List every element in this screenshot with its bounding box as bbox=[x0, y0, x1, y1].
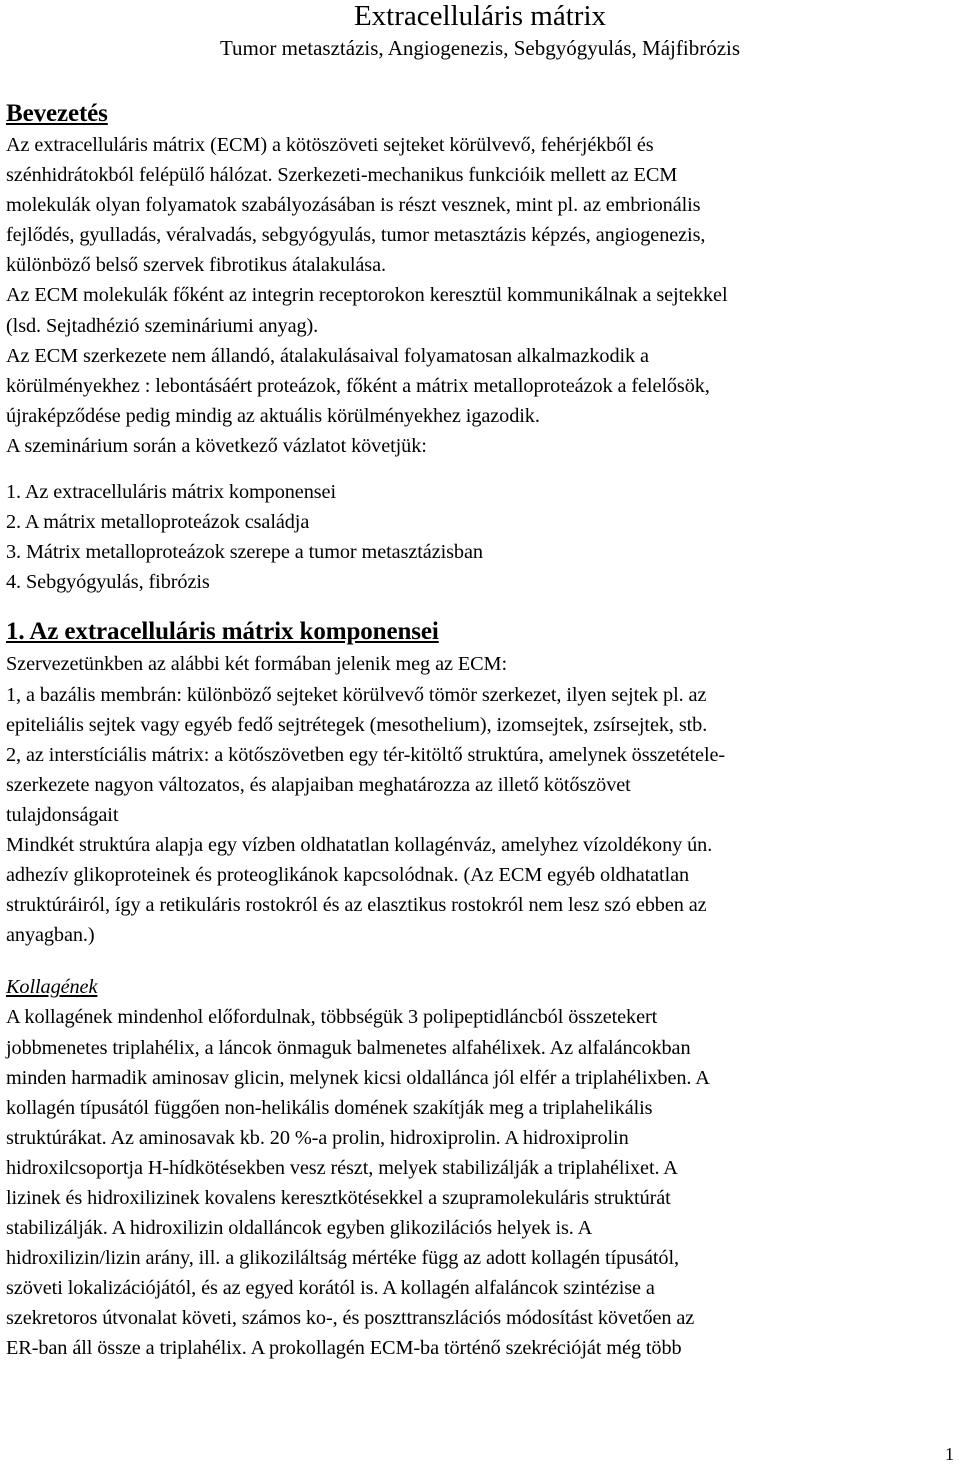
intro-line: molekulák olyan folyamatok szabályozásában is részt vesznek, mint pl. az embrionális bbox=[6, 194, 701, 217]
page-number: 1 bbox=[945, 1444, 954, 1464]
section1-line: 2, az interstíciális mátrix: a kötőszövetben egy tér-kitöltő struktúra, amelynek összetétele- bbox=[6, 743, 726, 766]
collagen-line: ER-ban áll össze a triplahélix. A prokollagén ECM-ba történő szekrécióját még több bbox=[6, 1337, 682, 1360]
spacer bbox=[6, 950, 960, 972]
outline-item: 1. Az extracelluláris mátrix komponensei bbox=[6, 481, 336, 504]
intro-line: különböző belső szervek fibrotikus átalakulása. bbox=[6, 254, 386, 277]
collagen-line: kollagén típusától függően non-helikális domének szakítják meg a triplahelikális bbox=[6, 1096, 653, 1119]
section1-line: struktúráiról, így a retikuláris rostokról és az elasztikus rostokról nem lesz szó ebben az bbox=[6, 894, 707, 917]
intro-line: fejlődés, gyulladás, véralvadás, sebgyógyulás, tumor metasztázis képzés, angiogenezis, bbox=[6, 224, 706, 247]
intro-line: Az extracelluláris mátrix (ECM) a kötöszöveti sejteket körülvevő, fehérjékből és bbox=[6, 134, 654, 156]
document-subtitle: Tumor metasztázis, Angiogenezis, Sebgyógyulás, Májfibrózis bbox=[219, 36, 741, 60]
collagen-line: szöveti lokalizációjától, és az egyed korától is. A kollagén alfaláncok szintézise a bbox=[6, 1277, 655, 1300]
intro-line: A szeminárium során a következő vázlatot követjük: bbox=[6, 434, 427, 457]
intro-line: körülményekhez : lebontásáért proteázok, főként a mátrix metalloproteázok a felelősök, bbox=[6, 374, 710, 397]
intro-line: újraképződése pedig mindig az aktuális körülményekhez igazodik. bbox=[6, 404, 540, 427]
intro-heading: Bevezetés bbox=[6, 100, 108, 127]
intro-line: Az ECM molekulák főként az integrin receptorokon keresztül kommunikálnak a sejtekkel bbox=[6, 284, 728, 307]
document-title: Extracelluláris mátrix bbox=[353, 0, 607, 32]
section1-heading: 1. Az extracelluláris mátrix komponensei bbox=[6, 618, 439, 646]
collagen-line: hidroxilcsoportja H-hídkötésekben vesz részt, melyek stabilizálják a triplahélixet. A bbox=[6, 1156, 678, 1179]
collagen-line: lizinek és hidroxilizinek kovalens keresztkötésekkel a szupramolekuláris struktúrát bbox=[6, 1187, 671, 1209]
section1-line: Mindkét struktúra alapja egy vízben oldhatatlan kollagénváz, amelyhez vízoldékony ún. bbox=[6, 833, 713, 856]
collagen-line: A kollagének mindenhol előfordulnak, többségük 3 polipeptidláncból összetekert bbox=[6, 1006, 658, 1029]
collagen-heading: Kollagének bbox=[6, 976, 98, 999]
section1-line: tulajdonságait bbox=[6, 803, 119, 826]
document-body bbox=[6, 98, 960, 1364]
outline-item: 2. A mátrix metalloproteázok családja bbox=[6, 511, 310, 534]
outline-item: 4. Sebgyógyulás, fibrózis bbox=[6, 571, 210, 594]
collagen-line: hidroxilizin/lizin arány, ill. a glikoziláltság mértéke függ az adott kollagén típusától, bbox=[6, 1247, 679, 1270]
intro-line: szénhidrátokból felépülő hálózat. Szerkezeti-mechanikus funkcióik mellett az ECM bbox=[6, 164, 678, 187]
section1-line: epiteliális sejtek vagy egyéb fedő sejtrétegek (mesothelium), izomsejtek, zsírsejtek, stb. bbox=[6, 713, 708, 736]
spacer bbox=[6, 461, 960, 477]
collagen-line: szekretoros útvonalat követi, számos ko-, és poszttranszlációs módosítást követően az bbox=[6, 1307, 695, 1330]
section1-line: Szervezetünkben az alábbi két formában jelenik meg az ECM: bbox=[6, 653, 508, 676]
intro-line: (lsd. Sejtadhézió szemináriumi anyag). bbox=[6, 314, 319, 337]
section1-line: szerkezete nagyon változatos, és alapjaiban meghatározza az illető kötőszövet bbox=[6, 773, 631, 796]
title-block bbox=[0, 0, 960, 61]
section1-line: adhezív glikoproteinek és proteoglikánok kapcsolódnak. (Az ECM egyéb oldhatatlan bbox=[6, 864, 690, 887]
section1-line: anyagban.) bbox=[6, 924, 95, 947]
collagen-line: struktúrákat. Az aminosavak kb. 20 %-a prolin, hidroxiprolin. A hidroxiprolin bbox=[6, 1126, 629, 1149]
section1-line: 1, a bazális membrán: különböző sejteket körülvevő tömör szerkezet, ilyen sejtek pl. az bbox=[6, 683, 707, 706]
intro-line: Az ECM szerkezete nem állandó, átalakulásaival folyamatosan alkalmazkodik a bbox=[6, 344, 649, 367]
outline-item: 3. Mátrix metalloproteázok szerepe a tumor metasztázisban bbox=[6, 541, 483, 564]
collagen-line: stabilizálják. A hidroxilizin oldalláncok egyben glikozilációs helyek is. A bbox=[6, 1217, 593, 1240]
collagen-line: minden harmadik aminosav glicin, melynek kicsi oldallánca jól elfér a triplahélixben. A bbox=[6, 1066, 710, 1089]
collagen-line: jobbmenetes triplahélix, a láncok önmaguk balmenetes alfahélixek. Az alfaláncokban bbox=[6, 1036, 691, 1059]
